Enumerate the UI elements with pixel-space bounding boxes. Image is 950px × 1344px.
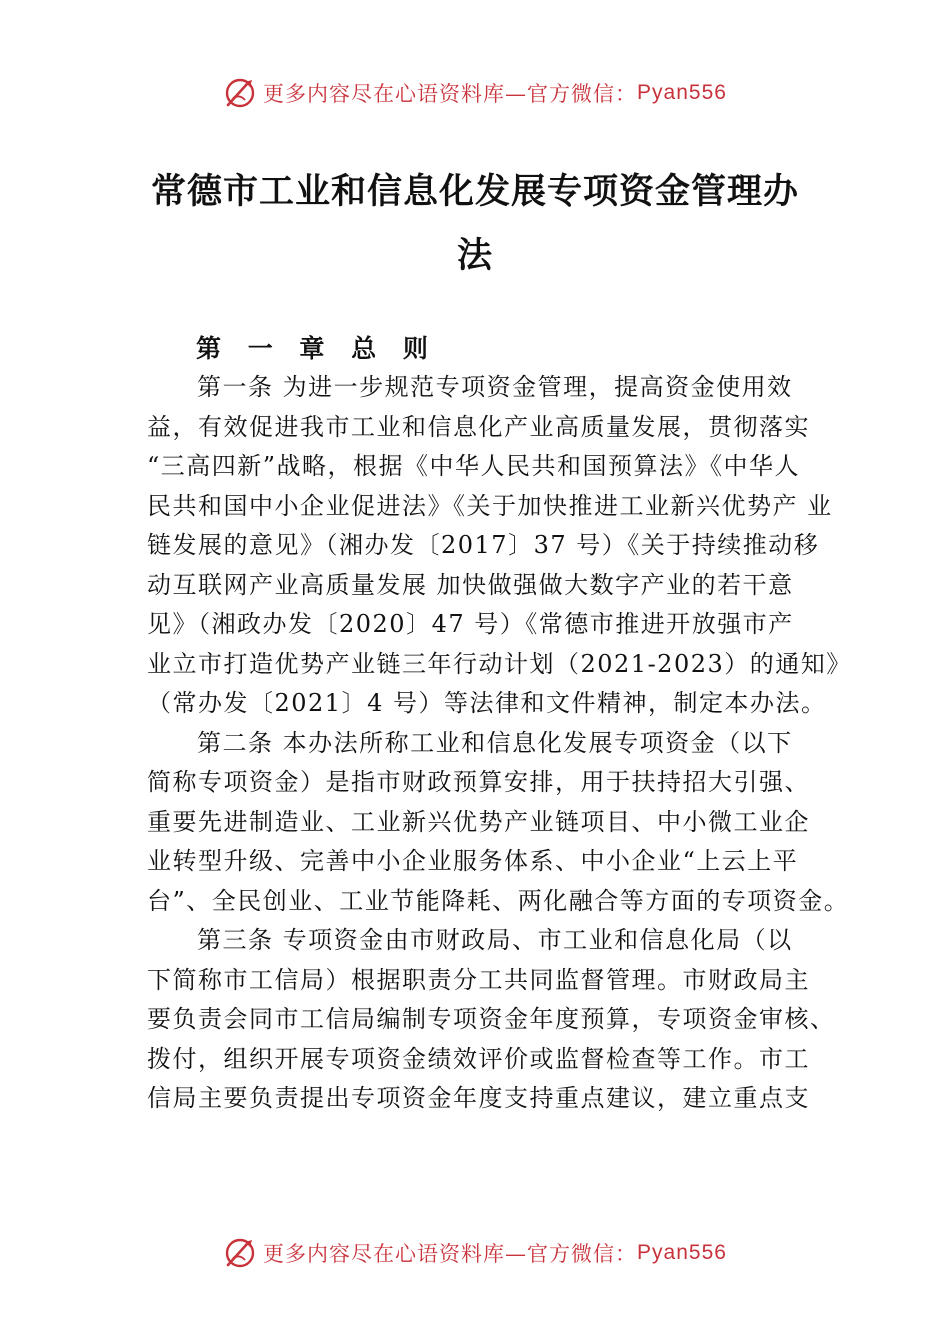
- text-line: 民共和国中小企业促进法》《关于加快推进工业新兴优势产 业: [147, 491, 833, 520]
- title-line: 常德市工业和信息化发展专项资金管理办: [150, 171, 799, 212]
- pen-logo-icon: [223, 76, 257, 110]
- chapter-heading: 第 一 章 总 则: [196, 334, 437, 363]
- watermark-wechat-id: Pyan556: [637, 81, 727, 104]
- text-line: 台”、全民创业、工业节能降耗、两化融合等方面的专项资金。: [147, 886, 850, 915]
- watermark-wechat-id: Pyan556: [637, 1241, 727, 1264]
- text-line: （常办发〔2021〕4 号）等法律和文件精神，制定本办法。: [147, 689, 827, 717]
- document-body: [147, 368, 852, 1119]
- text-line: 简称专项资金）是指市财政预算安排，用于扶持招大引强、: [147, 768, 810, 796]
- text-line: 动互联网产业高质量发展 加快做强做大数字产业的若干意: [147, 570, 794, 599]
- text-line: 要负责会同市工信局编制专项资金年度预算，专项资金审核、: [147, 1005, 836, 1033]
- text-line: 业转型升级、完善中小企业服务体系、中小企业“上云上平: [147, 847, 799, 875]
- text-line: 链发展的意见》（湘办发〔2017〕37 号）《关于持续推动移: [147, 531, 820, 559]
- pen-logo-icon: [223, 1236, 257, 1270]
- text-line: 第二条 本办法所称工业和信息化发展专项资金（以下: [197, 728, 793, 757]
- text-line: 第一条 为进一步规范专项资金管理，提高资金使用效: [197, 373, 793, 401]
- title-line: 法: [456, 235, 493, 276]
- text-line: 业立市打造优势产业链三年行动计划（2021-2023）的通知》: [147, 649, 852, 678]
- text-line: 见》（湘政办发〔2020〕47 号）《常德市推进开放强市产: [147, 610, 794, 638]
- footer-watermark-banner: [0, 1233, 950, 1273]
- text-line: 益，有效促进我市工业和信息化产业高质量发展，贯彻落实: [147, 412, 810, 441]
- text-line: 信局主要负责提出专项资金年度支持重点建议，建立重点支: [147, 1084, 810, 1112]
- text-line: “三高四新”战略，根据《中华人民共和国预算法》《中华人: [147, 452, 801, 480]
- watermark-text: 更多内容尽在心语资料库—官方微信：: [263, 82, 638, 106]
- text-line: 拨付，组织开展专项资金绩效评价或监督检查等工作。市工: [147, 1044, 810, 1073]
- watermark-text: 更多内容尽在心语资料库—官方微信：: [263, 1242, 638, 1266]
- text-line: 第三条 专项资金由市财政局、市工业和信息化局（以: [197, 926, 793, 954]
- text-line: 下简称市工信局）根据职责分工共同监督管理。市财政局主: [147, 965, 810, 994]
- text-line: 重要先进制造业、工业新兴优势产业链项目、中小微工业企: [147, 807, 810, 836]
- document-title: [140, 160, 810, 288]
- header-watermark-banner: [0, 73, 950, 113]
